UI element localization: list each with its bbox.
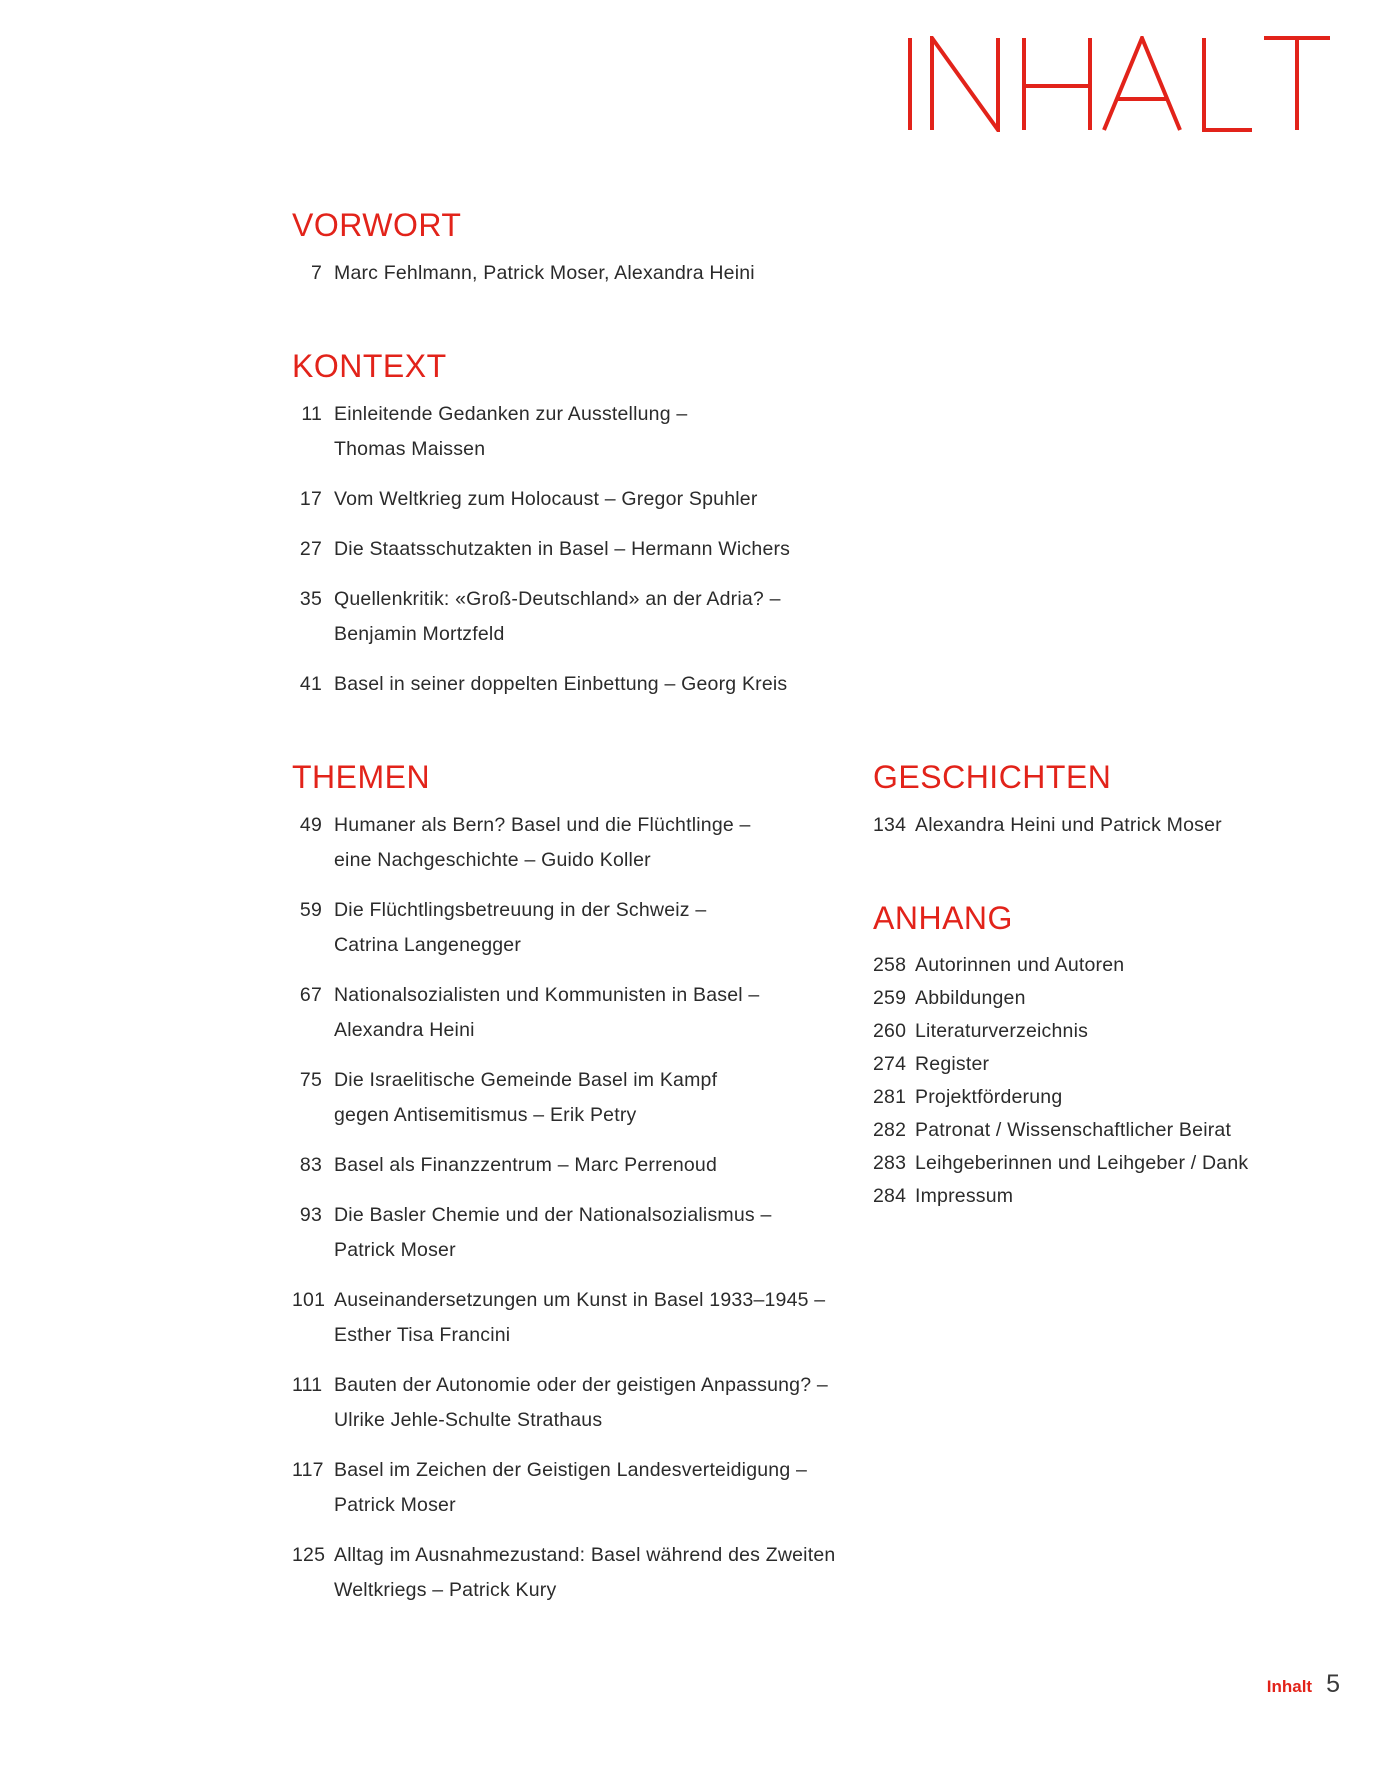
entry-title-line: Nationalsozialisten und Kommunisten in Basel – xyxy=(334,984,760,1006)
entry-title-line: Benjamin Mortzfeld xyxy=(334,623,505,645)
entry-page-number: 101 xyxy=(292,1289,326,1311)
section-heading: KONTEXT xyxy=(292,348,447,384)
entry-title xyxy=(915,1180,1013,1213)
entry-title xyxy=(915,1114,1231,1147)
entry-page-number: 93 xyxy=(299,1204,322,1226)
entry-title-line: Alexandra Heini xyxy=(334,1019,475,1041)
toc-entry xyxy=(292,397,837,467)
entry-page-number: 67 xyxy=(299,984,322,1006)
toc-entry xyxy=(873,1180,1363,1213)
entry-title-line: Patronat / Wissenschaftlicher Beirat xyxy=(915,1119,1232,1141)
entry-title-line: Thomas Maissen xyxy=(334,438,486,460)
toc-entry xyxy=(292,1148,837,1183)
entry-title xyxy=(915,808,1222,843)
entry-page-number: 35 xyxy=(299,588,322,610)
toc-column-left xyxy=(292,206,837,1608)
entry-title xyxy=(334,893,706,963)
section-heading: ANHANG xyxy=(873,900,1013,936)
entry-title xyxy=(334,1283,825,1353)
entry-title-line: Weltkriegs – Patrick Kury xyxy=(334,1579,557,1601)
entry-page-number: 281 xyxy=(873,1086,907,1108)
entry-title xyxy=(334,1453,807,1523)
entry-title xyxy=(334,667,787,702)
toc-entry xyxy=(292,667,837,702)
entry-title-line: Die Flüchtlingsbetreuung in der Schweiz – xyxy=(334,899,707,921)
toc-entry xyxy=(292,482,837,517)
section-heading: THEMEN xyxy=(292,759,431,795)
entry-title xyxy=(334,397,687,467)
entry-page-number: 7 xyxy=(310,262,322,284)
entry-title-line: Humaner als Bern? Basel und die Flüchtlinge – xyxy=(334,814,751,836)
entry-title-line: Basel im Zeichen der Geistigen Landesverteidigung – xyxy=(334,1459,808,1481)
entry-title-line: Bauten der Autonomie oder der geistigen Anpassung? – xyxy=(334,1374,828,1396)
toc-entry xyxy=(292,256,837,291)
entry-title-line: Autorinnen und Autoren xyxy=(915,954,1125,976)
toc-section-anhang xyxy=(873,899,1363,1213)
toc-entry xyxy=(873,808,1363,843)
entry-title-line: Basel als Finanzzentrum – Marc Perrenoud xyxy=(334,1154,718,1176)
toc-entry xyxy=(292,582,837,652)
entry-title-line: Quellenkritik: «Groß-Deutschland» an der Adria? – xyxy=(334,588,781,610)
toc-entry xyxy=(292,1538,837,1608)
entry-title xyxy=(334,1148,717,1183)
section-heading: VORWORT xyxy=(292,207,462,243)
toc-section-vorwort xyxy=(292,206,837,291)
entry-title-line: Alexandra Heini und Patrick Moser xyxy=(915,814,1222,836)
entry-page-number: 49 xyxy=(299,814,322,836)
entry-title xyxy=(334,582,781,652)
toc-entry xyxy=(873,1048,1363,1081)
entry-title-line: Patrick Moser xyxy=(334,1239,456,1261)
entry-title-line: Die Israelitische Gemeinde Basel im Kampf xyxy=(334,1069,718,1091)
entry-page-number: 75 xyxy=(299,1069,322,1091)
entry-title xyxy=(915,949,1124,982)
entry-title xyxy=(915,982,1026,1015)
entry-title-line: Basel in seiner doppelten Einbettung – Georg Kreis xyxy=(334,673,788,695)
toc-entry xyxy=(873,1015,1363,1048)
entry-title xyxy=(334,1368,828,1438)
toc-column-right xyxy=(873,758,1363,1213)
toc-entry xyxy=(873,1081,1363,1114)
entry-page-number: 83 xyxy=(299,1154,322,1176)
entry-title-line: Einleitende Gedanken zur Ausstellung – xyxy=(334,403,688,425)
toc-entry xyxy=(292,1368,837,1438)
toc-entry xyxy=(873,1147,1363,1180)
entry-title-line: Die Staatsschutzakten in Basel – Hermann Wichers xyxy=(334,538,791,560)
entry-title-line: Auseinandersetzungen um Kunst in Basel 1933–1945 – xyxy=(334,1289,826,1311)
entry-page-number: 284 xyxy=(873,1185,907,1207)
page-title-text xyxy=(0,0,1,1)
entry-title xyxy=(334,1538,835,1608)
entry-page-number: 125 xyxy=(292,1544,326,1566)
toc-entry xyxy=(292,1198,837,1268)
entry-title xyxy=(334,256,755,291)
entry-title xyxy=(334,532,790,567)
entry-page-number: 274 xyxy=(873,1053,907,1075)
entry-page-number: 11 xyxy=(301,403,322,425)
toc-entry xyxy=(292,1453,837,1523)
entry-title-line: Alltag im Ausnahmezustand: Basel während des Zweiten xyxy=(334,1544,836,1566)
entry-title-line: gegen Antisemitismus – Erik Petry xyxy=(334,1104,637,1126)
entry-title xyxy=(334,482,758,517)
entry-title-line: Impressum xyxy=(915,1185,1014,1207)
toc-entry xyxy=(292,1283,837,1353)
toc-entry xyxy=(873,1114,1363,1147)
entry-title xyxy=(334,808,751,878)
toc-entry xyxy=(292,893,837,963)
entry-page-number: 259 xyxy=(873,987,907,1009)
entry-title-line: Patrick Moser xyxy=(334,1494,456,1516)
entry-title-line: Catrina Langenegger xyxy=(334,934,522,956)
entry-title-line: Ulrike Jehle-Schulte Strathaus xyxy=(334,1409,603,1431)
entry-page-number: 282 xyxy=(873,1119,907,1141)
entry-page-number: 134 xyxy=(873,814,907,836)
entry-title-line: Marc Fehlmann, Patrick Moser, Alexandra Heini xyxy=(334,262,755,284)
entry-page-number: 117 xyxy=(292,1459,324,1481)
entry-title xyxy=(334,1198,772,1268)
entry-title-line: Abbildungen xyxy=(915,987,1026,1009)
entry-title-line: Projektförderung xyxy=(915,1086,1063,1108)
page-footer xyxy=(1267,1670,1340,1699)
entry-page-number: 17 xyxy=(299,488,322,510)
entry-title-line: Leihgeberinnen und Leihgeber / Dank xyxy=(915,1152,1249,1174)
entry-page-number: 258 xyxy=(873,954,907,976)
entry-page-number: 260 xyxy=(873,1020,907,1042)
toc-section-geschichten xyxy=(873,758,1363,843)
entry-title-line: Literaturverzeichnis xyxy=(915,1020,1089,1042)
toc-entry xyxy=(292,978,837,1048)
toc-section-themen xyxy=(292,758,837,1608)
entry-title-line: Die Basler Chemie und der Nationalsozialismus – xyxy=(334,1204,772,1226)
toc-entry xyxy=(873,982,1363,1015)
toc-entry xyxy=(873,949,1363,982)
entry-title xyxy=(915,1081,1062,1114)
entry-title xyxy=(334,1063,717,1133)
toc-entry xyxy=(292,1063,837,1133)
footer-running-title: Inhalt xyxy=(1266,1677,1313,1696)
entry-title-line: Esther Tisa Francini xyxy=(334,1324,511,1346)
footer-page-number: 5 xyxy=(1326,1670,1340,1698)
entry-title xyxy=(915,1015,1088,1048)
entry-page-number: 41 xyxy=(299,673,322,695)
entry-page-number: 111 xyxy=(292,1374,323,1396)
entry-title-line: Register xyxy=(915,1053,990,1075)
page-title-lettering xyxy=(905,36,1330,132)
entry-title xyxy=(915,1147,1248,1180)
section-heading: GESCHICHTEN xyxy=(873,759,1112,795)
entry-page-number: 59 xyxy=(299,899,322,921)
toc-entry xyxy=(292,532,837,567)
entry-title xyxy=(915,1048,989,1081)
entry-title-line: eine Nachgeschichte – Guido Koller xyxy=(334,849,651,871)
toc-entry xyxy=(292,808,837,878)
entry-title-line: Vom Weltkrieg zum Holocaust – Gregor Spuhler xyxy=(334,488,758,510)
entry-title xyxy=(334,978,759,1048)
entry-page-number: 27 xyxy=(299,538,322,560)
toc-section-kontext xyxy=(292,347,837,702)
entry-page-number: 283 xyxy=(873,1152,907,1174)
